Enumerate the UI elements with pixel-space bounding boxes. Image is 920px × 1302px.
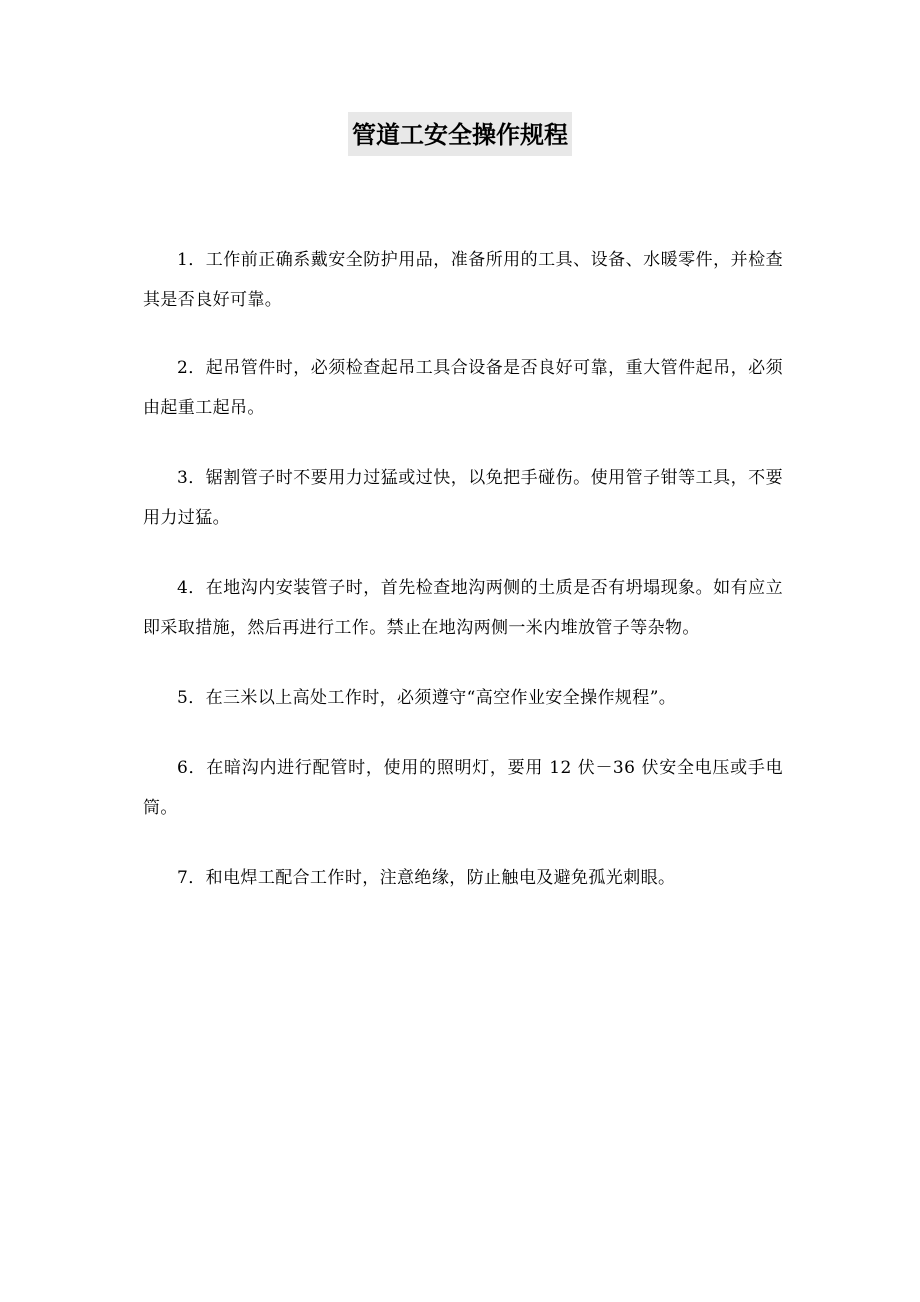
paragraph-4: 4．在地沟内安装管子时，首先检查地沟两侧的土质是否有坍塌现象。如有应立即采取措施，然后再进行工作。禁止在地沟两侧一米内堆放管子等杂物。 — [143, 578, 783, 638]
paragraph-7: 7．和电焊工配合工作时，注意绝缘，防止触电及避免孤光刺眼。 — [177, 868, 676, 888]
page-title: 管道工安全操作规程 — [348, 112, 572, 156]
paragraph-3: 3．锯割管子时不要用力过猛或过快，以免把手碰伤。使用管子钳等工具，不要用力过猛。 — [143, 468, 783, 528]
paragraph-6: 6．在暗沟内进行配管时，使用的照明灯，要用 12 伏－36 伏安全电压或手电筒。 — [143, 758, 783, 818]
paragraph-5: 5．在三米以上高处工作时，必须遵守“高空作业安全操作规程”。 — [177, 688, 677, 708]
paragraph-2: 2．起吊管件时，必须检查起吊工具合设备是否良好可靠，重大管件起吊，必须由起重工起吊。 — [143, 358, 783, 418]
title-wrapper — [0, 112, 920, 156]
document-body — [143, 240, 783, 928]
paragraph-1: 1．工作前正确系戴安全防护用品，准备所用的工具、设备、水暖零件，并检查其是否良好可靠。 — [143, 250, 783, 310]
